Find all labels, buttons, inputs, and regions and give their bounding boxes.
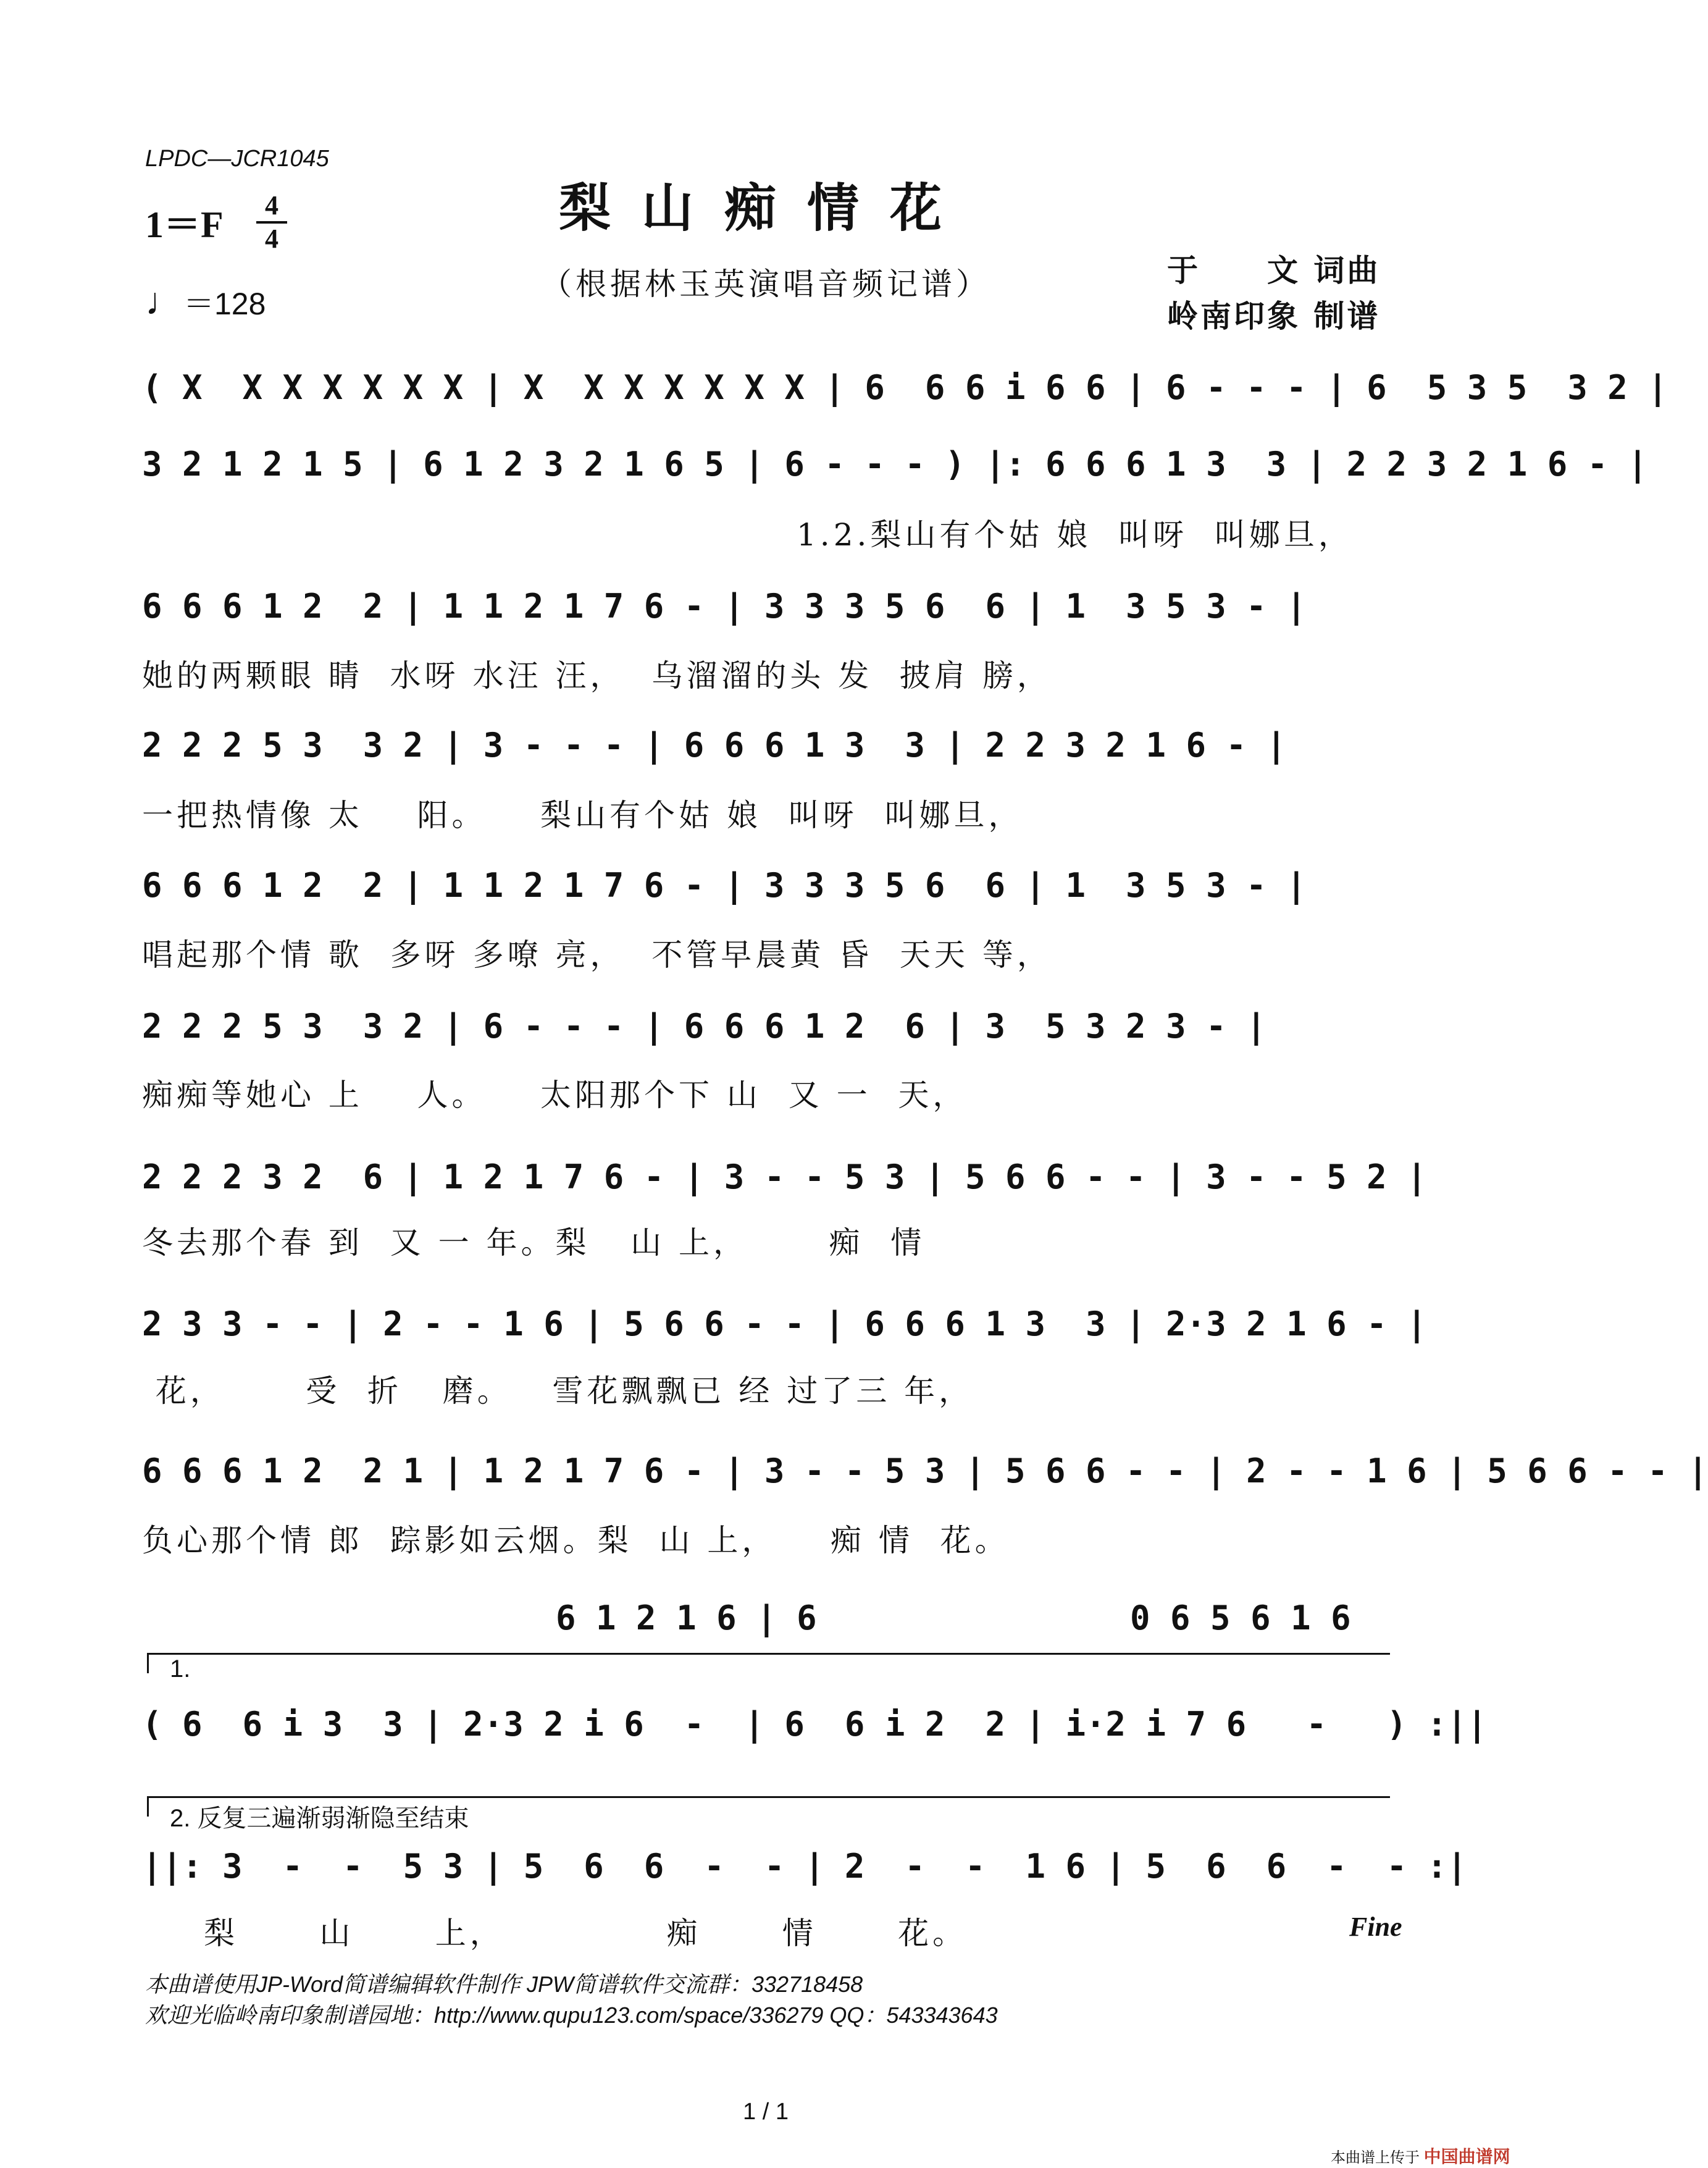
lyric-row: 冬去那个春 到 又 一 年。梨 山 上， 痴 情 <box>142 1225 926 1261</box>
quarter-note-icon: ♩ <box>145 280 183 323</box>
music-row: 2 2 2 5 3 3 2 | 3 - - - | 6 6 6 1 3 3 | 2 2 3 2 1 6 - | <box>142 726 1287 765</box>
tempo-marking <box>145 279 266 324</box>
footer-line-1: 本曲谱使用JP-Word简谱编辑软件制作 JPW简谱软件交流群：332718458 <box>145 1972 863 1997</box>
lyric-row: 她的两颗眼 睛 水呀 水汪 汪， 乌溜溜的头 发 披肩 膀， <box>142 658 1052 694</box>
lyric-row: 负心那个情 郎 踪影如云烟。梨 山 上， 痴 情 花。 <box>142 1523 1010 1558</box>
time-signature-bottom: 4 <box>265 224 278 254</box>
page-number: 1 / 1 <box>743 2099 789 2125</box>
site-badge-text: 本曲谱上传于 <box>1331 2149 1420 2166</box>
volta-2-music: ||: 3 - - 5 3 | 5 6 6 - - | 2 - - 1 6 | 5 6 6 - - :| <box>142 1847 1467 1886</box>
composer-credit: 于 文 词曲 <box>1167 252 1381 288</box>
music-row: 2 2 2 3 2 6 | 1 2 1 7 6 - | 3 - - 5 3 | 5 6 6 - - | 3 - - 5 2 | <box>142 1158 1427 1196</box>
music-row: 6 6 6 1 2 2 1 | 1 2 1 7 6 - | 3 - - 5 3 | 5 6 6 - - | 2 - - 1 6 | 5 6 6 - - | <box>142 1452 1708 1490</box>
ossia-right: 0 6 5 6 1 6 <box>1130 1599 1351 1637</box>
catalog-number: LPDC—JCR1045 <box>145 146 329 172</box>
music-row: 6 6 6 1 2 2 | 1 1 2 1 7 6 - | 3 3 3 5 6 6 | 1 3 5 3 - | <box>142 866 1307 905</box>
music-row: ( X X X X X X X | X X X X X X X | 6 6 6 i 6 6 | 6 - - - | 6 5 3 5 3 2 | <box>142 368 1668 407</box>
song-title: 梨山痴情花 <box>558 177 973 238</box>
footer-line-2: 欢迎光临岭南印象制谱园地：http://www.qupu123.com/space/336279 QQ：543343643 <box>145 2002 998 2028</box>
key-signature: 1＝F <box>145 204 224 245</box>
time-signature <box>256 191 287 253</box>
volta-1-bracket <box>147 1653 1390 1673</box>
lyric-row: 唱起那个情 歌 多呀 多嘹 亮， 不管早晨黄 昏 天天 等， <box>142 937 1052 973</box>
volta-1-label: 1. <box>170 1655 191 1683</box>
lyric-row: 花， 受 折 磨。 雪花飘飘已 经 过了三 年， <box>142 1373 974 1409</box>
music-row: 3 2 1 2 1 5 | 6 1 2 3 2 1 6 5 | 6 - - - ) |: 6 6 6 1 3 3 | 2 2 3 2 1 6 - | <box>142 445 1648 484</box>
site-badge <box>1331 2143 1510 2168</box>
arranger-credit: 岭南印象 制谱 <box>1167 298 1381 334</box>
tempo-value: ＝128 <box>183 287 266 321</box>
music-row: 2 3 3 - - | 2 - - 1 6 | 5 6 6 - - | 6 6 6 1 3 3 | 2·3 2 1 6 - | <box>142 1305 1427 1343</box>
music-row: 6 6 6 1 2 2 | 1 1 2 1 7 6 - | 3 3 3 5 6 6 | 1 3 5 3 - | <box>142 587 1307 626</box>
lyric-row: 痴痴等她心 上 人。 太阳那个下 山 又 一 天， <box>142 1077 968 1113</box>
song-subtitle: （根据林玉英演唱音频记谱） <box>541 266 990 302</box>
lyric-row: 1.2.梨山有个姑 娘 叫呀 叫娜旦， <box>797 517 1353 553</box>
site-badge-logo: 中国曲谱网 <box>1423 2147 1510 2166</box>
volta-2-lyrics: 梨 山 上， 痴 情 花。 <box>204 1915 968 1951</box>
music-row: 2 2 2 5 3 3 2 | 6 - - - | 6 6 6 1 2 6 | 3 5 3 2 3 - | <box>142 1007 1266 1046</box>
ossia-left: 6 1 2 1 6 | 6 <box>556 1599 817 1637</box>
volta-1-music: ( 6 6 i 3 3 | 2·3 2 i 6 - | 6 6 i 2 2 | i·2 i 7 6 - ) :|| <box>142 1705 1488 1744</box>
time-signature-top: 4 <box>265 190 278 221</box>
fine-marking: Fine <box>1349 1912 1402 1942</box>
lyric-row: 一把热情像 太 阳。 梨山有个姑 娘 叫呀 叫娜旦， <box>142 797 1023 833</box>
volta-2-label: 2. 反复三遍渐弱渐隐至结束 <box>170 1805 469 1832</box>
